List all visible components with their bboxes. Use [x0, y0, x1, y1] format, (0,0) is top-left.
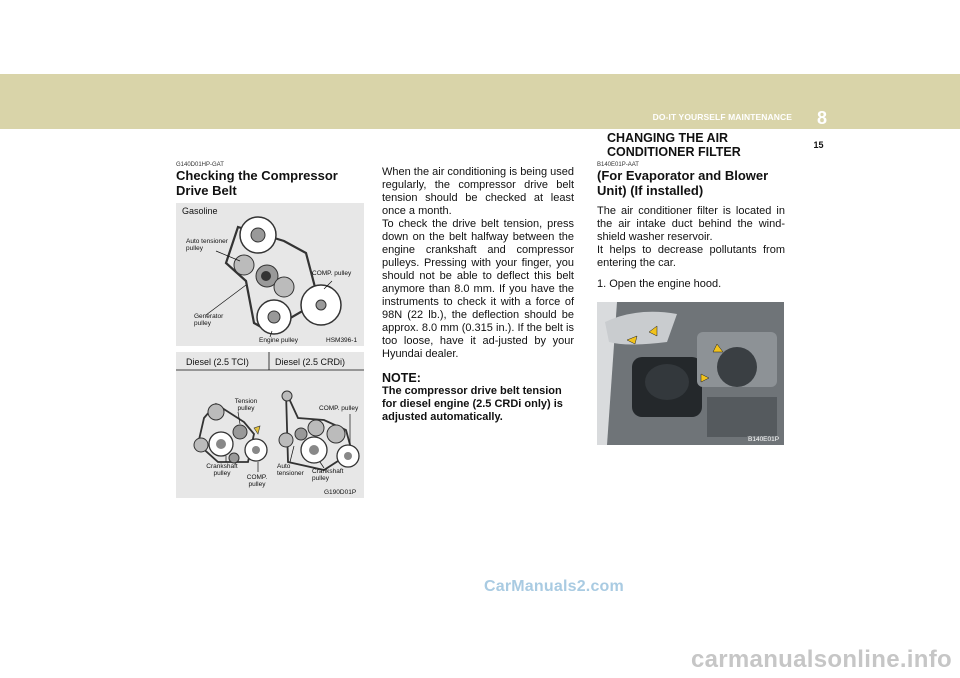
- header-band-right: [885, 74, 960, 129]
- crdi-comp-hub: [344, 452, 352, 460]
- footer-site: carmanualsonline.info: [690, 646, 952, 673]
- gasoline-title: Gasoline: [182, 206, 218, 216]
- section-heading: Checking the Compressor Drive Belt: [176, 168, 338, 198]
- tci-crankshaft-hub: [216, 439, 226, 449]
- filter-purpose-paragraph: It helps to decrease pollutants from entering the car.: [597, 244, 785, 269]
- section-code: G140D01HP-GAT: [176, 162, 224, 168]
- leader-generator: [206, 285, 246, 315]
- tension-pulley-label: Tension pulley: [234, 398, 258, 412]
- adjust-arrow-icon: [254, 426, 260, 434]
- crdi-pulley-upper: [308, 420, 324, 436]
- tci-pulley-top: [208, 404, 224, 420]
- crdi-pulley-left: [279, 433, 293, 447]
- comp-pulley-label: COMP. pulley: [312, 270, 352, 277]
- auto-tensioner-label: Auto tensioner pulley: [186, 238, 228, 252]
- section-tab-title: CHANGING THE AIR CONDITIONER FILTER: [607, 131, 741, 159]
- filter-location-paragraph: The air conditioner filter is located in the air intake duct behind the wind-shield washer reservoir.: [597, 205, 785, 243]
- engine-pulley-label: Engine pulley: [259, 337, 299, 344]
- step-1: 1. Open the engine hood.: [597, 278, 722, 290]
- diesel-belt-figure: [176, 352, 364, 498]
- tci-pulley-left: [194, 438, 208, 452]
- photo-code: B140E01P: [748, 436, 780, 443]
- chapter-number: 8: [816, 108, 827, 128]
- left-column: [176, 162, 366, 198]
- crdi-crankshaft-label: Crankshaft pulley: [312, 468, 344, 482]
- gasoline-figure-code: HSM396-1: [326, 337, 358, 344]
- belt-tension-paragraph: To check the drive belt tension, press down on the belt halfway between the engine crankshaft and compressor pulleys. Pressing with your finger, you should not be able to deflect this belt anymore than 8.0 mm. If you have the instruments to check it with a force of 98N (22 lb.), the deflection should be approx. 8.0 mm (0.315 in.). If the belt is too loose, have it ad-justed by your Hyundai dealer.: [382, 218, 574, 360]
- note-text: The compressor drive belt tension for diesel engine (2.5 CRDi only) is adjusted automatically.: [382, 385, 563, 423]
- watermark: CarManuals2.com: [484, 578, 624, 595]
- crdi-crankshaft-hub: [309, 445, 319, 455]
- engine-hose: [717, 347, 757, 387]
- tci-title: Diesel (2.5 TCI): [186, 357, 249, 367]
- engine-bay-photo: [597, 302, 784, 445]
- filter-section-code: B140E01P-AAT: [597, 162, 639, 168]
- crdi-pulley-mid: [295, 428, 307, 440]
- tci-tension-pulley: [233, 425, 247, 439]
- tci-comp-label: COMP. pulley: [246, 474, 268, 488]
- filter-housing: [645, 364, 689, 400]
- auto-tensioner-pulley: [234, 255, 254, 275]
- engine-lower: [707, 397, 777, 437]
- right-column: [597, 162, 785, 291]
- crdi-comp-label: COMP. pulley: [319, 405, 359, 412]
- generator-pulley-label: Generator pulley: [194, 313, 224, 327]
- crdi-pulley-top: [282, 391, 292, 401]
- crdi-pulley-right: [327, 425, 345, 443]
- tci-crankshaft-label: Crankshaft pulley: [206, 463, 238, 477]
- diesel-figure-code: G190D01P: [324, 489, 357, 496]
- generator-pulley: [274, 277, 294, 297]
- filter-heading: (For Evaporator and Blower Unit) (If installed): [597, 168, 769, 198]
- crdi-title: Diesel (2.5 CRDi): [275, 357, 346, 367]
- comp-pulley-hub: [316, 300, 326, 310]
- note-title: NOTE:: [382, 371, 421, 385]
- tci-comp-hub: [252, 446, 260, 454]
- page-number: 15: [790, 135, 847, 153]
- engine-pulley-hub: [268, 311, 280, 323]
- belt-check-paragraph: When the air conditioning is being used regularly, the compressor drive belt tension should be checked at least once a month.: [382, 166, 575, 217]
- idler-hub: [261, 271, 271, 281]
- top-pulley-hub: [251, 228, 265, 242]
- leader-auto-tensioner-right: [290, 446, 294, 462]
- middle-column: [382, 166, 574, 424]
- tci-small-pulley: [229, 453, 239, 463]
- section-label: DO-IT YOURSELF MAINTENANCE: [652, 112, 792, 122]
- engine-bay-illustration: [597, 302, 784, 445]
- auto-tensioner-crdi-label: Auto tensioner: [277, 463, 304, 477]
- gasoline-belt-figure: [176, 203, 364, 346]
